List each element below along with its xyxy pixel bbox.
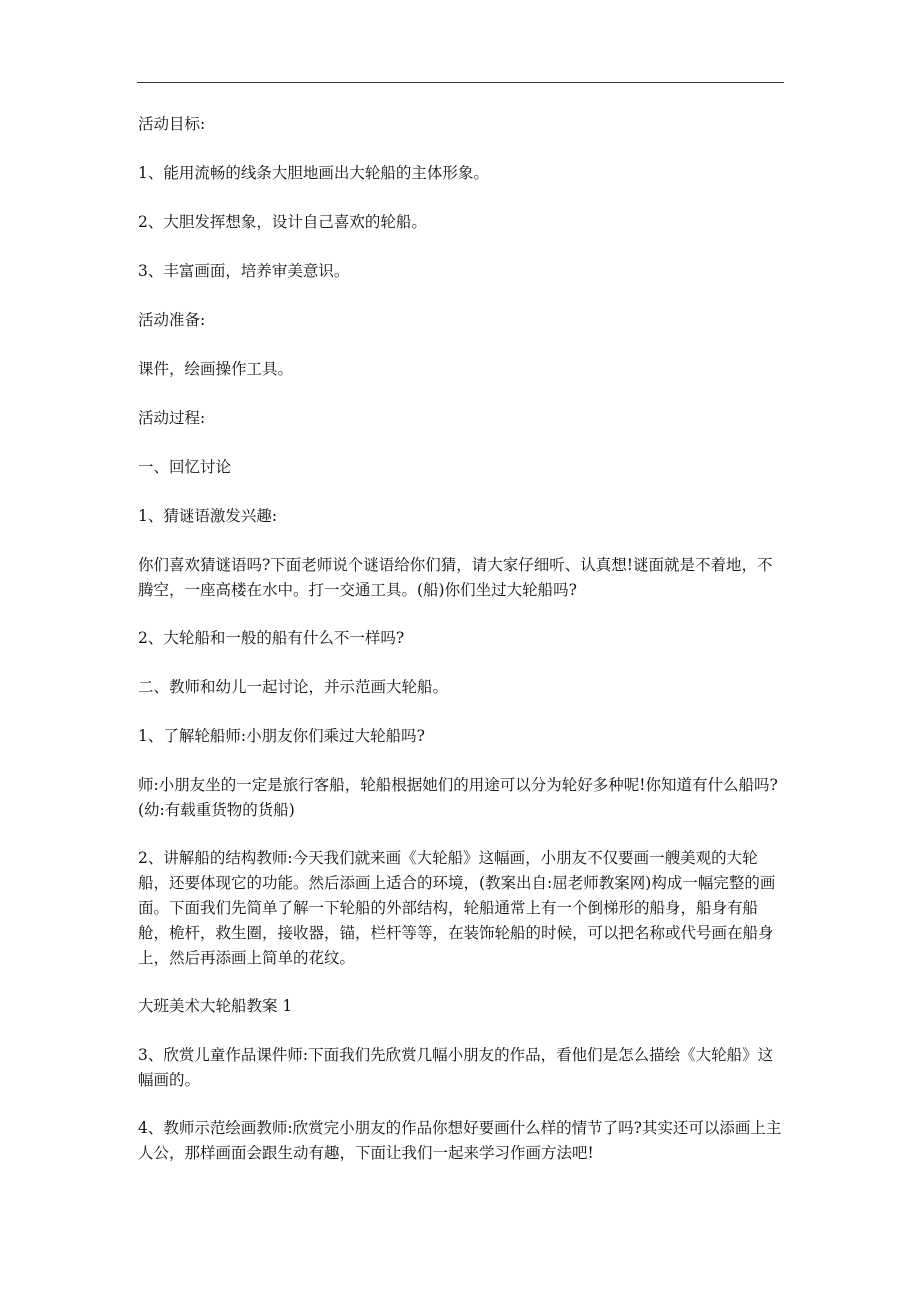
- section-heading-process: 活动过程:: [138, 409, 206, 427]
- section-heading-goals: 活动目标:: [138, 115, 206, 133]
- discussion-question: 2、大轮船和一般的船有什么不一样吗?: [138, 629, 405, 647]
- header-rule: [137, 82, 784, 83]
- lesson-title-line: 大班美术大轮船教案 1: [138, 997, 293, 1015]
- goal-item-2: 2、大胆发挥想象，设计自己喜欢的轮船。: [138, 213, 427, 231]
- riddle-paragraph: 你们喜欢猜谜语吗?下面老师说个谜语给你们猜，请大家仔细听、认真想!谜面就是不着地，不腾空，一座高楼在水中。打一交通工具。(船)你们坐过大轮船吗?: [138, 556, 773, 599]
- teacher-paragraph: 师:小朋友坐的一定是旅行客船，轮船根据她们的用途可以分为轮好多种呢!你知道有什么船吗?(幼:有载重货物的货船): [138, 776, 778, 819]
- section-heading-preparation: 活动准备:: [138, 311, 206, 329]
- process-subheading-riddle: 1、猜谜语激发兴趣:: [138, 507, 278, 525]
- document-body: [138, 112, 788, 1166]
- process-subheading-understand: 1、了解轮船师:小朋友你们乘过大轮船吗?: [138, 727, 425, 745]
- goal-item-3: 3、丰富画面，培养审美意识。: [138, 262, 350, 280]
- process-step-heading-1: 一、回忆讨论: [138, 458, 232, 476]
- structure-paragraph: 2、讲解船的结构教师:今天我们就来画《大轮船》这幅画，小朋友不仅要画一艘美观的大轮船，还要体现它的功能。然后添画上适合的环境，(教案出自:屈老师教案网)构成一幅完整的画面。下面我们先简单了解一下轮船的外部结构，轮船通常上有一个倒梯形的船身，船身有船舱，桅杆，救生圈，接收器，锚，栏杆等等，在装饰轮船的时候，可以把名称或代号画在船身上，然后再添画上简单的花纹。: [138, 849, 776, 967]
- demonstration-paragraph: 4、教师示范绘画教师:欣赏完小朋友的作品你想好要画什么样的情节了吗?其实还可以添画上主人公，那样画面会跟生动有趣，下面让我们一起来学习作画方法吧!: [138, 1119, 782, 1162]
- preparation-text: 课件，绘画操作工具。: [138, 360, 294, 378]
- goal-item-1: 1、能用流畅的线条大胆地画出大轮船的主体形象。: [138, 164, 489, 182]
- process-step-heading-2: 二、教师和幼儿一起讨论，并示范画大轮船。: [138, 678, 449, 696]
- appreciation-paragraph: 3、欣赏儿童作品课件师:下面我们先欣赏几幅小朋友的作品，看他们是怎么描绘《大轮船》这幅画的。: [138, 1046, 774, 1089]
